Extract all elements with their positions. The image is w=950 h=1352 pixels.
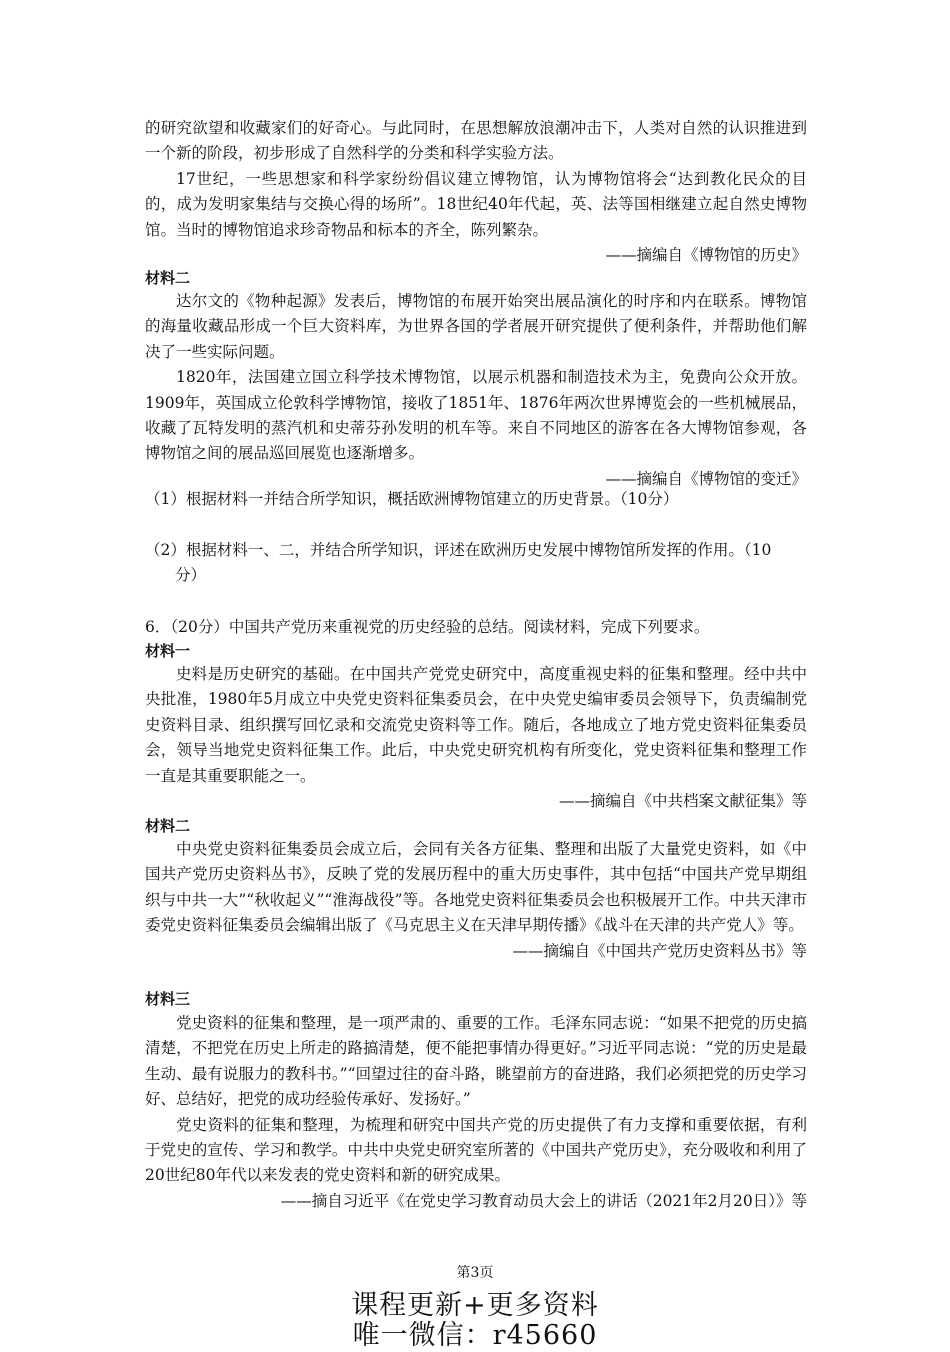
promo-line-1: 课程更新+更多资料 (351, 1290, 599, 1321)
q6-material-3-heading: 材料三 (145, 990, 191, 1008)
question-5-1: （1）根据材料一并结合所学知识，概括欧洲博物馆建立的历史背景。（10分） (145, 490, 679, 508)
material-2-heading: 材料二 (145, 269, 191, 287)
material-1-continuation (145, 116, 807, 268)
q6-material-1-heading: 材料一 (145, 642, 191, 660)
source-citation: ——摘编自《中国共产党历史资料丛书》等 (512, 941, 807, 960)
paragraph: 的研究欲望和收藏家们的好奇心。与此同时，在思想解放浪潮冲击下，人类对自然的认识推进到一个新的阶段，初步形成了自然科学的分类和科学实验方法。 (145, 119, 807, 163)
promo-line-2: 唯一微信：r45660 (352, 1320, 598, 1351)
q6-material-2-heading: 材料二 (145, 817, 191, 835)
question-5-2 (145, 538, 810, 588)
paragraph: 中央党史资料征集委员会成立后，会同有关各方征集、整理和出版了大量党史资料，如《中国共产党历史资料丛书》，反映了党的发展历程中的重大历史事件，其中包括“中国共产党早期组织与中共一大”“秋收起义”“淮海战役”等。各地党史资料征集委员会也积极展开工作。中共天津市委党史资料征集委员会编辑出版了《马克思主义在天津早期传播》《战斗在天津的共产党人》等。 (145, 840, 807, 935)
paragraph: 史料是历史研究的基础。在中国共产党党史研究中，高度重视史料的征集和整理。经中共中央批准，1980年5月成立中央党史资料征集委员会，在中央党史编审委员会领导下，负责编制党史资料目录、组织撰写回忆录和交流党史资料等工作。随后，各地成立了地方党史资料征集委员会，领导当地党史资料征集工作。此后，中央党史研究机构有所变化，党史资料征集和整理工作一直是其重要职能之一。 (145, 665, 807, 785)
material-2-body (145, 289, 807, 492)
q6-material-1-body (145, 662, 807, 814)
paragraph: 达尔文的《物种起源》发表后，博物馆的布展开始突出展品演化的时序和内在联系。博物馆的海量收藏品形成一个巨大资料库，为世界各国的学者展开研究提供了便利条件，并帮助他们解决了一些实际问题。 (145, 292, 807, 361)
source-citation: ——摘编自《博物馆的历史》 (605, 246, 807, 265)
source-citation: ——摘编自《博物馆的变迁》 (605, 469, 807, 488)
source-citation: ——摘编自《中共档案文献征集》等 (558, 792, 807, 811)
q6-material-2-body (145, 837, 807, 964)
paragraph: 党史资料的征集和整理，为梳理和研究中国共产党的历史提供了有力支撑和重要依据，有利于党史的宣传、学习和教学。中共中央党史研究室所著的《中国共产党历史》，充分吸收和利用了20世纪80年代以来发表的党史资料和新的研究成果。 (145, 1115, 807, 1185)
question-text-cont: 分） (175, 566, 207, 584)
q6-material-3-body (145, 1011, 807, 1214)
page-number: 第3页 (456, 1265, 494, 1281)
paragraph: 1820年，法国建立国立科学技术博物馆，以展示机器和制造技术为主，免费向公众开放。1909年，英国成立伦敦科学博物馆，接收了1851年、1876年两次世界博览会的一些机械展品，收藏了瓦特发明的蒸汽机和史蒂芬孙发明的机车等。来自不同地区的游客在各大博物馆参观，各博物馆之间的展品巡回展览也逐渐增多。 (145, 368, 807, 463)
question-6-intro: 6．（20分）中国共产党历来重视党的历史经验的总结。阅读材料，完成下列要求。 (145, 618, 710, 636)
question-text: （2）根据材料一、二，并结合所学知识，评述在欧洲历史发展中博物馆所发挥的作用。（10 (145, 541, 772, 559)
source-citation: ——摘自习近平《在党史学习教育动员大会上的讲话（2021年2月20日）》等 (280, 1191, 807, 1210)
paragraph: 17世纪，一些思想家和科学家纷纷倡议建立博物馆，认为博物馆将会“达到教化民众的目的，成为发明家集结与交换心得的场所”。18世纪40年代起，英、法等国相继建立起自然史博物馆。当时的博物馆追求珍奇物品和标本的齐全，陈列繁杂。 (145, 169, 807, 239)
paragraph: 党史资料的征集和整理，是一项严肃的、重要的工作。毛泽东同志说：“如果不把党的历史搞清楚，不把党在历史上所走的路搞清楚，便不能把事情办得更好。”习近平同志说：“党的历史是最生动、最有说服力的教科书。”“回望过往的奋斗路，眺望前方的奋进路，我们必须把党的历史学习好、总结好，把党的成功经验传承好、发扬好。” (145, 1014, 807, 1109)
